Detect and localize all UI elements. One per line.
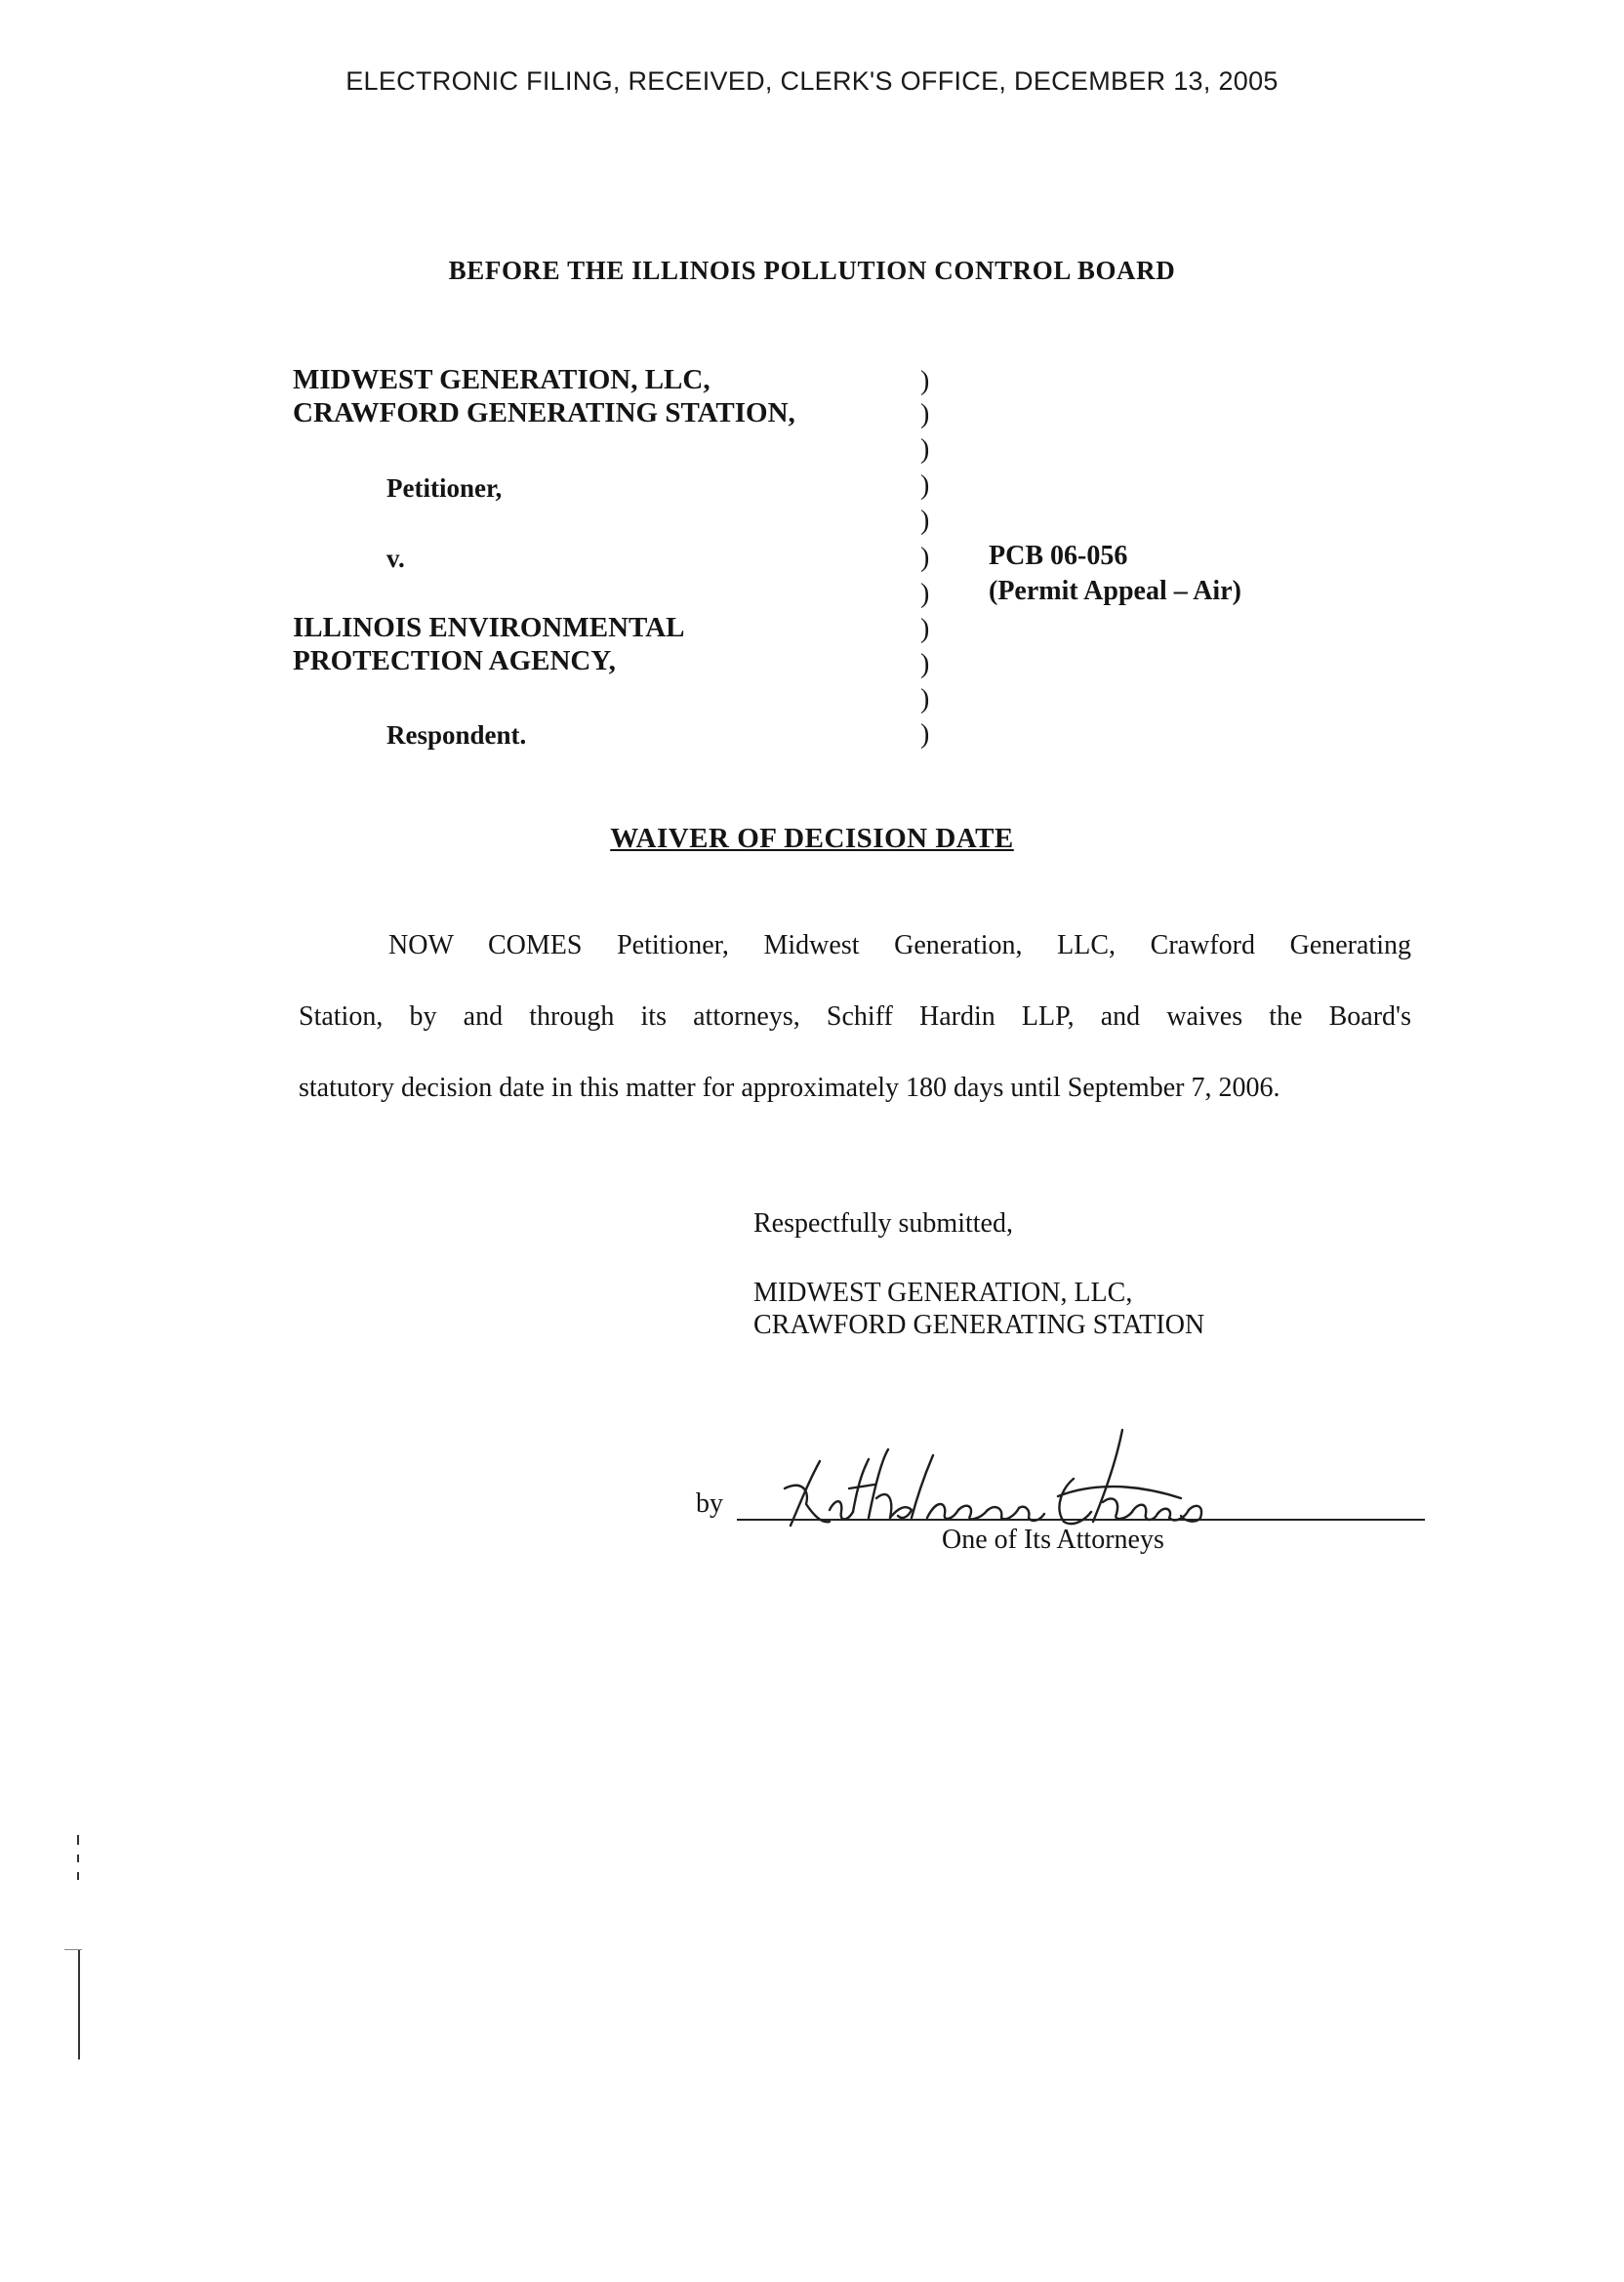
caption-paren: ) [920, 614, 930, 644]
caption-paren: ) [920, 719, 930, 750]
caption-paren: ) [920, 506, 930, 536]
caption-paren: ) [920, 366, 930, 396]
caption-paren: ) [920, 470, 930, 501]
caption-paren: ) [920, 649, 930, 679]
by-label: by [696, 1488, 723, 1519]
body-line: statutory decision date in this matter for approximately 180 days until September 7, 2006. [299, 1073, 1280, 1103]
body-line: NOW COMES Petitioner, Midwest Generation, LLC, Crawford Generating [388, 930, 1411, 960]
document-title: WAIVER OF DECISION DATE [610, 823, 1014, 854]
caption-paren: ) [920, 684, 930, 714]
petitioner-role: Petitioner, [386, 473, 503, 503]
scan-margin-mark [77, 1872, 79, 1880]
scan-margin-mark [78, 1950, 80, 2059]
respondent-name-line-1: ILLINOIS ENVIRONMENTAL [293, 612, 685, 643]
signer-caption: One of Its Attorneys [942, 1525, 1164, 1555]
board-heading: BEFORE THE ILLINOIS POLLUTION CONTROL BOARD [448, 256, 1176, 285]
case-type: (Permit Appeal – Air) [989, 576, 1241, 606]
petitioner-name-line-1: MIDWEST GENERATION, LLC, [293, 364, 710, 395]
caption-paren: ) [920, 399, 930, 429]
body-paragraph [299, 910, 1411, 1123]
closing-party-line-2: CRAWFORD GENERATING STATION [753, 1310, 1205, 1340]
versus-label: v. [386, 544, 405, 573]
closing-salutation: Respectfully submitted, [753, 1208, 1013, 1239]
case-number: PCB 06-056 [989, 541, 1128, 571]
caption-paren: ) [920, 434, 930, 465]
filing-stamp: ELECTRONIC FILING, RECEIVED, CLERK'S OFFICE, DECEMBER 13, 2005 [345, 66, 1279, 96]
respondent-name-line-2: PROTECTION AGENCY, [293, 645, 616, 676]
scan-margin-mark [77, 1835, 79, 1845]
scan-margin-mark [77, 1854, 79, 1862]
closing-party-line-1: MIDWEST GENERATION, LLC, [753, 1278, 1133, 1308]
caption-paren: ) [920, 579, 930, 609]
respondent-role: Respondent. [386, 720, 527, 750]
caption-paren: ) [920, 543, 930, 573]
petitioner-name-line-2: CRAWFORD GENERATING STATION, [293, 397, 795, 428]
body-line: Station, by and through its attorneys, Schiff Hardin LLP, and waives the Board's [299, 1001, 1411, 1032]
